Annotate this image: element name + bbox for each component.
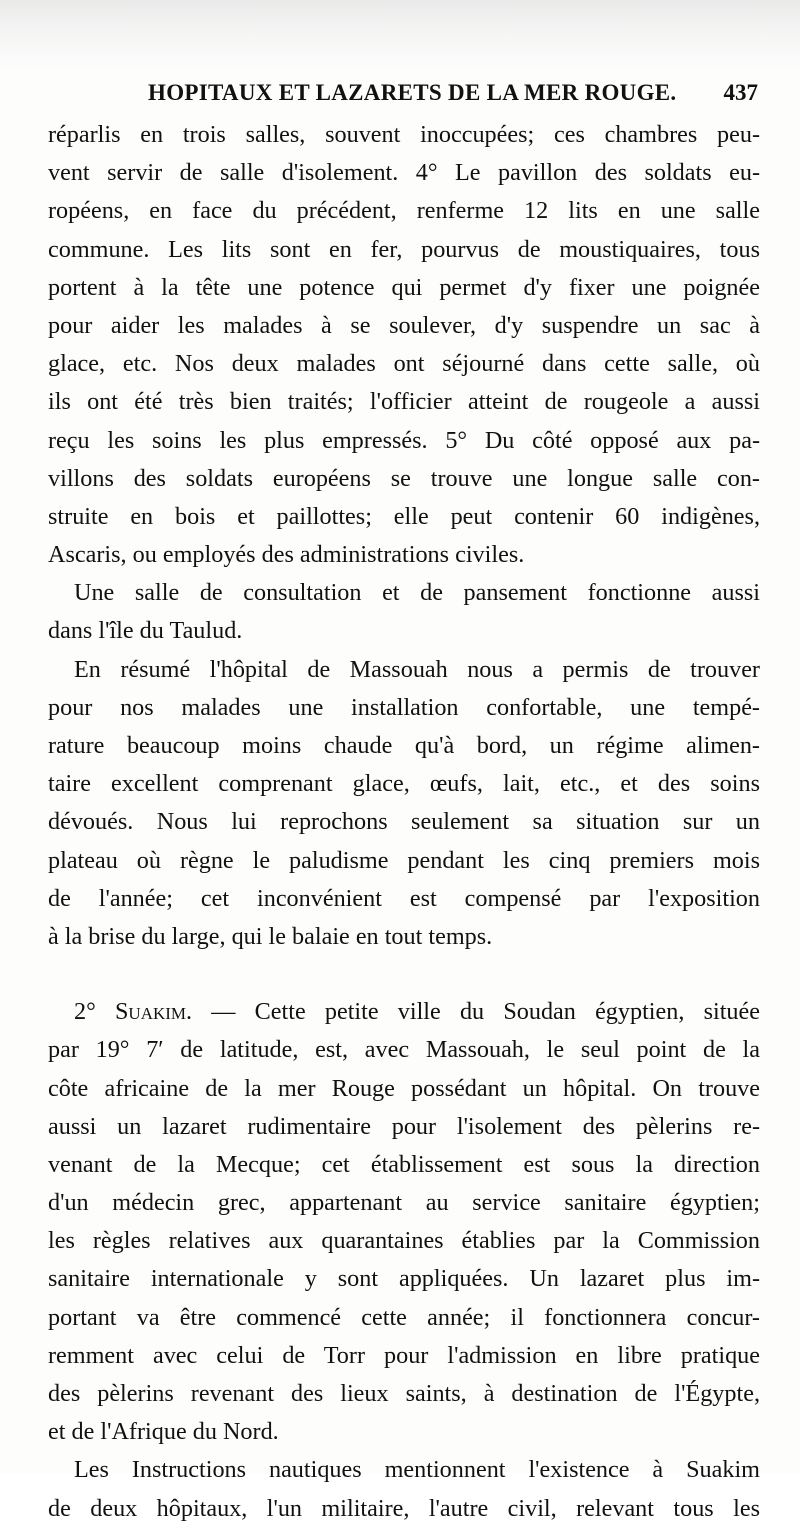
text-line: aussi un lazaret rudimentaire pour l'isolement des pèlerins re- [48,1112,760,1140]
body-text [48,116,760,1528]
running-head [48,80,758,112]
text-line: de deux hôpitaux, l'un militaire, l'autre civil, relevant tous les [48,1494,760,1522]
running-title: HOPITAUX ET LAZARETS DE LA MER ROUGE. [148,80,677,105]
section-first-line-text: — Cette petite ville du Soudan égyptien, située [211,998,760,1026]
text-line: rature beaucoup moins chaude qu'à bord, un régime alimen- [48,732,760,759]
text-line: des pèlerins revenant des lieux saints, à destination de l'Égypte, [48,1380,760,1407]
text-line: ropéens, en face du précédent, renferme 12 lits en une salle [48,197,760,225]
text-line: de l'année; cet inconvénient est compensé par l'exposition [48,884,760,912]
scan-edge-shading [0,0,800,70]
text-line: venant de la Mecque; cet établissement est sous la direction [48,1150,760,1178]
text-line: les règles relatives aux quarantaines établies par la Commission [48,1227,760,1255]
text-line: vent servir de salle d'isolement. 4° Le pavillon des soldats eu- [48,159,760,187]
section-heading-line [48,993,760,1031]
text-line: reçu les soins les plus empressés. 5° Du côté opposé aux pa- [48,426,760,454]
text-line: pour aider les malades à se soulever, d'y suspendre un sac à [48,311,760,339]
text-line: taire excellent comprenant glace, œufs, lait, etc., et des soins [48,770,760,798]
text-line: glace, etc. Nos deux malades ont séjourné dans cette salle, où [48,350,760,378]
text-line: Les Instructions nautiques mentionnent l'existence à Suakim [74,1456,760,1484]
text-line: et de l'Afrique du Nord. [48,1418,279,1446]
page-number: 437 [723,80,758,105]
text-line: remment avec celui de Torr pour l'admission en libre pratique [48,1341,760,1369]
text-line: réparlis en trois salles, souvent inoccupées; ces chambres peu- [48,121,760,148]
section-heading: Suakim. [114,998,193,1026]
text-line: dans l'île du Taulud. [48,617,243,645]
text-line: par 19° 7′ de latitude, est, avec Massouah, le seul point de la [48,1036,760,1064]
text-line: portent à la tête une potence qui permet d'y fixer une poignée [48,273,760,301]
text-line: dévoués. Nous lui reprochons seulement sa situation sur un [48,808,760,836]
text-line: sanitaire internationale y sont appliquées. Un lazaret plus im- [48,1265,760,1293]
text-line: portant va être commencé cette année; il fonctionnera concur- [48,1303,760,1331]
text-line: plateau où règne le paludisme pendant les cinq premiers mois [48,846,760,874]
text-line: villons des soldats européens se trouve une longue salle con- [48,464,760,492]
section-gap [48,956,760,993]
text-line: struite en bois et paillottes; elle peut contenir 60 indigènes, [48,502,760,530]
text-line: Une salle de consultation et de pansement fonctionne aussi [74,579,760,607]
text-line: Ascaris, ou employés des administrations civiles. [48,541,525,569]
text-line: côte africaine de la mer Rouge possédant un hôpital. On trouve [48,1074,760,1102]
section-number: 2° [74,998,96,1026]
text-line: pour nos malades une installation confortable, une tempé- [48,693,760,721]
text-line: commune. Les lits sont en fer, pourvus de moustiquaires, tous [48,235,760,263]
text-line: d'un médecin grec, appartenant au service sanitaire égyptien; [48,1189,760,1217]
text-line: En résumé l'hôpital de Massouah nous a permis de trouver [74,655,760,683]
text-line: ils ont été très bien traités; l'officier atteint de rougeole a aussi [48,388,760,416]
text-line: à la brise du large, qui le balaie en tout temps. [48,922,493,950]
